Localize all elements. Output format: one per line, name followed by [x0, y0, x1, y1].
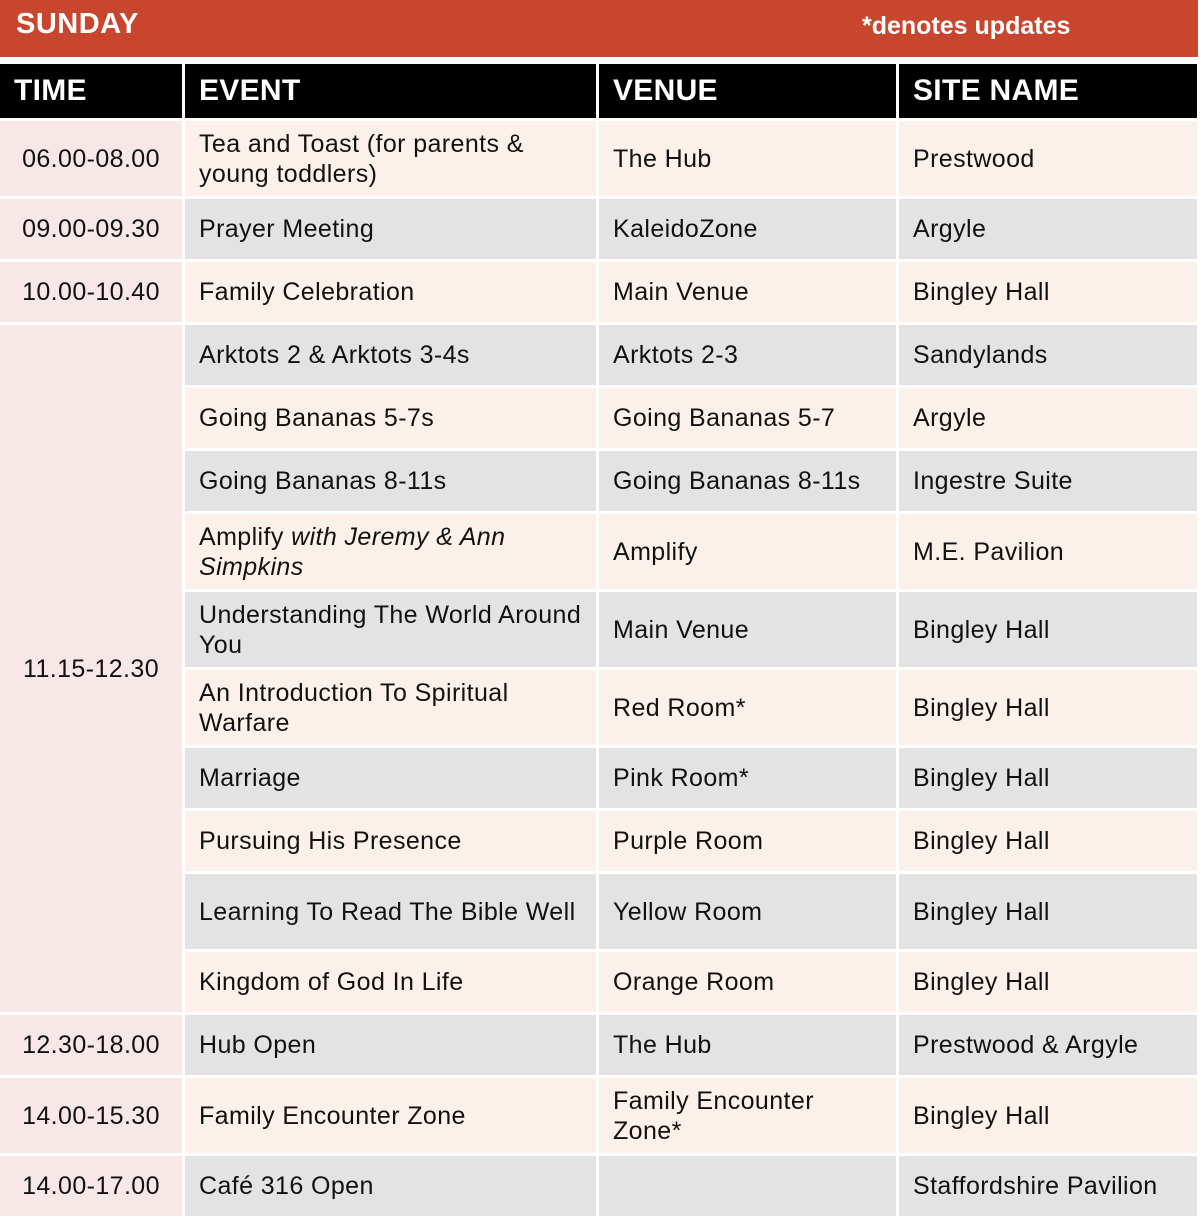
site-cell: Bingley Hall [899, 670, 1197, 745]
table-row [0, 121, 1197, 196]
venue-cell: Purple Room [599, 811, 896, 871]
event-cell [185, 514, 596, 589]
time-cell: 09.00-09.30 [0, 199, 182, 259]
venue-cell: Amplify [599, 514, 896, 589]
site-cell: Sandylands [899, 325, 1197, 385]
site-cell: Argyle [899, 199, 1197, 259]
venue-cell: Going Bananas 8-11s [599, 451, 896, 511]
event-cell: Family Encounter Zone [185, 1078, 596, 1153]
site-cell: Prestwood [899, 121, 1197, 196]
time-cell: 14.00-17.00 [0, 1156, 182, 1216]
schedule-table [0, 61, 1200, 1219]
event-cell: Learning To Read The Bible Well [185, 874, 596, 949]
updates-note: *denotes updates [862, 12, 1071, 40]
site-cell: Ingestre Suite [899, 451, 1197, 511]
venue-cell: Red Room* [599, 670, 896, 745]
event-cell: Kingdom of God In Life [185, 952, 596, 1012]
site-cell: Bingley Hall [899, 748, 1197, 808]
event-cell: Arktots 2 & Arktots 3-4s [185, 325, 596, 385]
venue-cell: The Hub [599, 121, 896, 196]
event-cell: Prayer Meeting [185, 199, 596, 259]
venue-cell: Family Encounter Zone* [599, 1078, 896, 1153]
venue-cell: Going Bananas 5-7 [599, 388, 896, 448]
event-cell: Marriage [185, 748, 596, 808]
column-header-venue: VENUE [599, 64, 896, 118]
event-cell: Going Bananas 5-7s [185, 388, 596, 448]
table-row [0, 1078, 1197, 1153]
time-cell: 11.15-12.30 [0, 325, 182, 1012]
event-cell: An Introduction To Spiritual Warfare [185, 670, 596, 745]
site-cell: Bingley Hall [899, 1078, 1197, 1153]
venue-cell: Pink Room* [599, 748, 896, 808]
venue-cell: Yellow Room [599, 874, 896, 949]
venue-cell: The Hub [599, 1015, 896, 1075]
site-cell: Bingley Hall [899, 952, 1197, 1012]
event-name: Amplify [199, 522, 284, 551]
table-row [0, 1156, 1197, 1216]
event-speakers: with Jeremy & Ann Simpkins [199, 522, 506, 581]
column-header-event: EVENT [185, 64, 596, 118]
day-title: SUNDAY [16, 8, 139, 40]
table-row [0, 325, 1197, 385]
column-header-site: SITE NAME [899, 64, 1197, 118]
column-header-time: TIME [0, 64, 182, 118]
time-cell: 10.00-10.40 [0, 262, 182, 322]
site-cell: Bingley Hall [899, 592, 1197, 667]
site-cell: Bingley Hall [899, 262, 1197, 322]
table-row [0, 1015, 1197, 1075]
site-cell: Bingley Hall [899, 811, 1197, 871]
time-cell: 14.00-15.30 [0, 1078, 182, 1153]
day-banner [0, 0, 1198, 57]
header-row [0, 64, 1197, 118]
site-cell: Prestwood & Argyle [899, 1015, 1197, 1075]
venue-cell: Main Venue [599, 262, 896, 322]
site-cell: Argyle [899, 388, 1197, 448]
venue-cell: KaleidoZone [599, 199, 896, 259]
venue-cell: Orange Room [599, 952, 896, 1012]
site-cell: Staffordshire Pavilion [899, 1156, 1197, 1216]
venue-cell: Arktots 2-3 [599, 325, 896, 385]
table-row [0, 199, 1197, 259]
event-cell: Understanding The World Around You [185, 592, 596, 667]
event-cell: Tea and Toast (for parents & young toddlers) [185, 121, 596, 196]
site-cell: Bingley Hall [899, 874, 1197, 949]
time-cell: 12.30-18.00 [0, 1015, 182, 1075]
venue-cell [599, 1156, 896, 1216]
time-cell: 06.00-08.00 [0, 121, 182, 196]
event-cell: Pursuing His Presence [185, 811, 596, 871]
event-cell: Going Bananas 8-11s [185, 451, 596, 511]
site-cell: M.E. Pavilion [899, 514, 1197, 589]
event-cell: Hub Open [185, 1015, 596, 1075]
event-cell: Café 316 Open [185, 1156, 596, 1216]
event-cell: Family Celebration [185, 262, 596, 322]
venue-cell: Main Venue [599, 592, 896, 667]
table-row [0, 262, 1197, 322]
